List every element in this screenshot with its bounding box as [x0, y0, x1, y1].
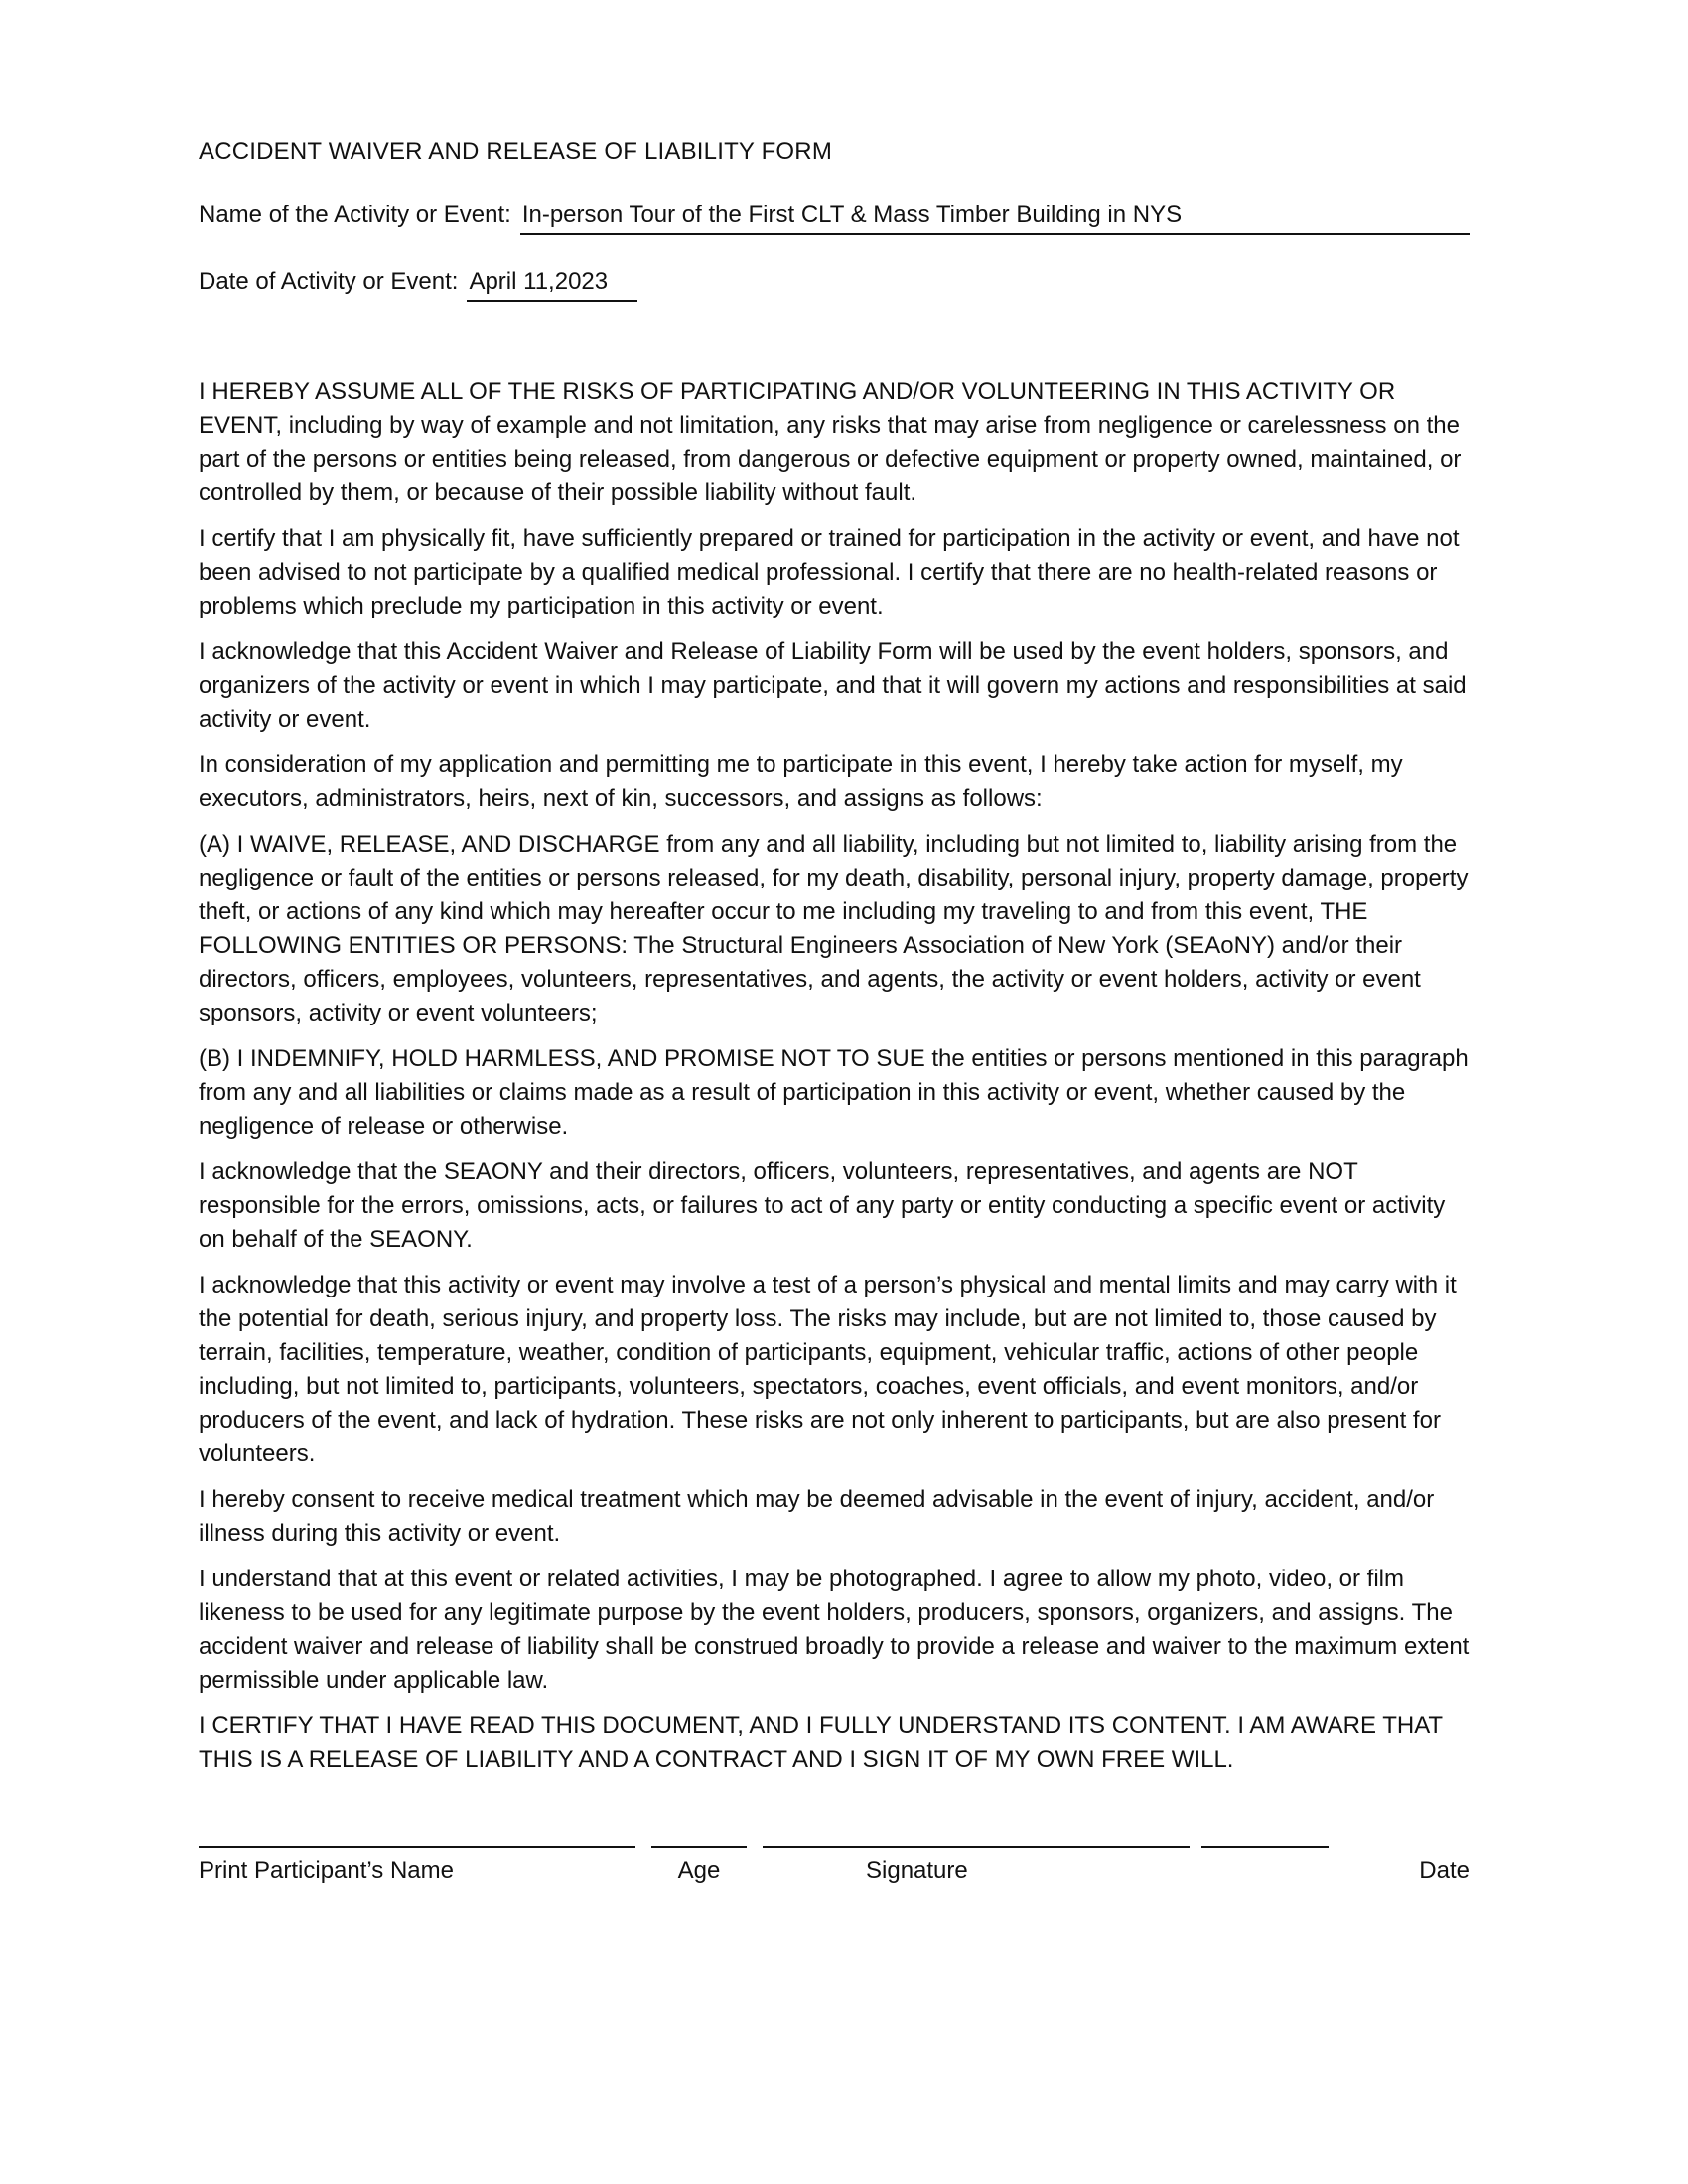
signature-lines-row	[199, 1837, 1470, 1848]
age-signature-line[interactable]	[651, 1837, 747, 1848]
document-body	[199, 375, 1470, 1777]
paragraph-consideration: In consideration of my application and permitting me to participate in this event, I hereby take action for myself, my executors, administrators, heirs, next of kin, successors, and assigns as follows:	[199, 751, 1403, 812]
paragraph-not-responsible: I acknowledge that the SEAONY and their directors, officers, volunteers, representatives, and agents are NOT responsible for the errors, omissions, acts, or failures to act of any party or entity conducting a specific event or activity on behalf of the SEAONY.	[199, 1159, 1446, 1253]
activity-date-row	[199, 265, 1470, 302]
paragraph-form-usage: I acknowledge that this Accident Waiver and Release of Liability Form will be used by the event holders, sponsors, and organizers of the activity or event in which I may participate, and that it will govern my actions and responsibilities at said activity or event.	[199, 638, 1467, 733]
age-label: Age	[677, 1857, 721, 1884]
paragraph-assume-risks: I HEREBY ASSUME ALL OF THE RISKS OF PARTICIPATING AND/OR VOLUNTEERING IN THIS ACTIVITY OR EVENT, including by way of example and not limitation, any risks that may arise from negligence or carelessness on the part of the persons or entities being released, from dangerous or defective equipment or property owned, maintained, or controlled by them, or because of their possible liability without fault.	[199, 378, 1462, 506]
activity-name-label: Name of the Activity or Event:	[199, 202, 511, 228]
paragraph-waive-release: (A) I WAIVE, RELEASE, AND DISCHARGE from any and all liability, including but not limited to, liability arising from the negligence or fault of the entities or persons released, for my death, disability, personal injury, property damage, property theft, or actions of any kind which may hereafter occur to me including my traveling to and from this event, THE FOLLOWING ENTITIES OR PERSONS: The Structural Engineers Association of New York (SEAoNY) and/or their directors, officers, employees, volunteers, representatives, and agents, the activity or event holders, activity or event sponsors, activity or event volunteers;	[199, 831, 1469, 1026]
activity-name-row	[199, 199, 1470, 235]
activity-date-label: Date of Activity or Event:	[199, 268, 459, 295]
print-name-signature-line[interactable]	[199, 1837, 635, 1848]
signature-labels-row	[199, 1854, 1470, 1888]
paragraph-certify-read: I CERTIFY THAT I HAVE READ THIS DOCUMENT, AND I FULLY UNDERSTAND ITS CONTENT. I AM AWARE THAT THIS IS A RELEASE OF LIABILITY AND A CONTRACT AND I SIGN IT OF MY OWN FREE WILL.	[199, 1712, 1443, 1773]
date-signature-line[interactable]	[1201, 1837, 1329, 1848]
activity-date-value: April 11,2023	[467, 265, 637, 302]
paragraph-physically-fit: I certify that I am physically fit, have sufficiently prepared or trained for participation in the activity or event, and have not been advised to not participate by a qualified medical professional. I certify that there are no health-related reasons or problems which preclude my participation in this activity or event.	[199, 525, 1460, 619]
activity-name-value: In-person Tour of the First CLT & Mass Timber Building in NYS	[520, 199, 1470, 235]
signature-section	[199, 1837, 1470, 1888]
signature-label: Signature	[866, 1857, 968, 1884]
paragraph-indemnify: (B) I INDEMNIFY, HOLD HARMLESS, AND PROMISE NOT TO SUE the entities or persons mentioned in this paragraph from any and all liabilities or claims made as a result of participation in this activity or event, whether caused by the negligence of release or otherwise.	[199, 1045, 1469, 1140]
signature-line[interactable]	[763, 1837, 1190, 1848]
paragraph-risk-description: I acknowledge that this activity or event may involve a test of a person’s physical and mental limits and may carry with it the potential for death, serious injury, and property loss. The risks may include, but are not limited to, those caused by terrain, facilities, temperature, weather, condition of participants, equipment, vehicular traffic, actions of other people including, but not limited to, participants, volunteers, spectators, coaches, event officials, and event monitors, and/or producers of the event, and lack of hydration. These risks are not only inherent to participants, but are also present for volunteers.	[199, 1272, 1457, 1467]
document-title: ACCIDENT WAIVER AND RELEASE OF LIABILITY FORM	[199, 138, 833, 165]
print-name-label: Print Participant’s Name	[199, 1857, 454, 1884]
paragraph-photo-release: I understand that at this event or related activities, I may be photographed. I agree to allow my photo, video, or film likeness to be used for any legitimate purpose by the event holders, producers, sponsors, organizers, and assigns. The accident waiver and release of liability shall be construed broadly to provide a release and waiver to the maximum extent permissible under applicable law.	[199, 1566, 1470, 1694]
date-label: Date	[1419, 1857, 1470, 1884]
paragraph-medical-consent: I hereby consent to receive medical treatment which may be deemed advisable in the event of injury, accident, and/or illness during this activity or event.	[199, 1486, 1435, 1547]
